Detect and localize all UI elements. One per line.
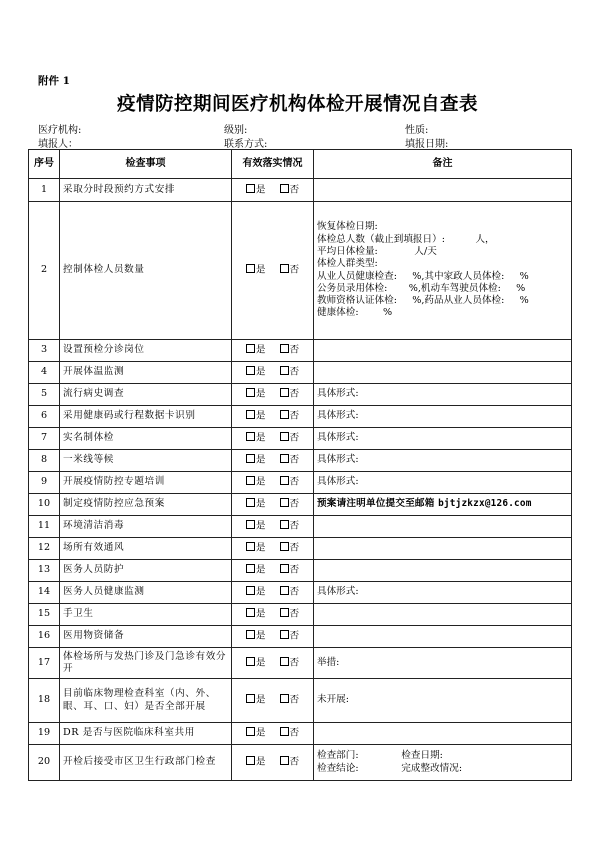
yes-checkbox[interactable]: [246, 564, 255, 573]
contact-label: 联系方式:: [224, 139, 268, 150]
yes-checkbox[interactable]: [246, 586, 255, 595]
status-options: [232, 406, 314, 428]
note-line: 健康体检: %: [317, 307, 393, 319]
check-item: 开展体温监测: [60, 362, 232, 384]
yes-label: 是: [255, 727, 266, 739]
email-instruction: [317, 498, 532, 509]
yes-label: 是: [255, 366, 266, 378]
table-row: [29, 723, 572, 745]
note-cell: [314, 516, 572, 538]
table-row: [29, 179, 572, 202]
no-checkbox[interactable]: [280, 454, 289, 463]
no-checkbox[interactable]: [280, 542, 289, 551]
header-status: 有效落实情况: [232, 150, 314, 179]
note-line: 具体形式:: [317, 586, 359, 598]
table-row: [29, 604, 572, 626]
yes-label: 是: [255, 476, 266, 488]
no-checkbox[interactable]: [280, 476, 289, 485]
note-cell: [314, 362, 572, 384]
status-options: [232, 745, 314, 781]
no-checkbox[interactable]: [280, 184, 289, 193]
no-label: 否: [289, 694, 300, 706]
status-options: [232, 450, 314, 472]
status-options: [232, 494, 314, 516]
note-cell: [314, 179, 572, 202]
no-checkbox[interactable]: [280, 608, 289, 617]
no-label: 否: [289, 520, 300, 532]
row-number: 18: [29, 679, 60, 723]
note-cell: [314, 604, 572, 626]
no-checkbox[interactable]: [280, 657, 289, 666]
yes-label: 是: [255, 542, 266, 554]
yes-label: 是: [255, 756, 266, 768]
check-item: 流行病史调查: [60, 384, 232, 406]
note-line: 体检人群类型:: [317, 258, 378, 270]
table-row: [29, 362, 572, 384]
no-checkbox[interactable]: [280, 756, 289, 765]
no-label: 否: [289, 564, 300, 576]
note-cell: [314, 679, 572, 723]
yes-label: 是: [255, 630, 266, 642]
no-label: 否: [289, 410, 300, 422]
yes-label: 是: [255, 432, 266, 444]
yes-checkbox[interactable]: [246, 264, 255, 273]
yes-checkbox[interactable]: [246, 694, 255, 703]
no-checkbox[interactable]: [280, 586, 289, 595]
no-checkbox[interactable]: [280, 344, 289, 353]
table-header-row: [29, 150, 572, 179]
no-label: 否: [289, 432, 300, 444]
nature-label: 性质:: [405, 125, 429, 136]
note-line: 教师资格认证体检: %,药品从业人员体检: %: [317, 295, 529, 307]
table-row: [29, 582, 572, 604]
note-cell: [314, 648, 572, 679]
status-options: [232, 362, 314, 384]
yes-checkbox[interactable]: [246, 410, 255, 419]
table-row: [29, 450, 572, 472]
no-label: 否: [289, 756, 300, 768]
note-cell: [314, 494, 572, 516]
note-cell: [314, 202, 572, 340]
no-checkbox[interactable]: [280, 564, 289, 573]
no-checkbox[interactable]: [280, 410, 289, 419]
table-row: [29, 745, 572, 781]
check-item: 采用健康码或行程数据卡识别: [60, 406, 232, 428]
check-item: 体检场所与发热门诊及门急诊有效分开: [60, 648, 232, 679]
note-cell: [314, 472, 572, 494]
table-row: [29, 472, 572, 494]
note-cell: [314, 406, 572, 428]
note-cell: [314, 745, 572, 781]
check-item: DR 是否与医院临床科室共用: [60, 723, 232, 745]
email-address: bjtjzkzx@126.com: [438, 498, 532, 510]
status-options: [232, 179, 314, 202]
yes-checkbox[interactable]: [246, 184, 255, 193]
status-options: [232, 472, 314, 494]
yes-label: 是: [255, 264, 266, 276]
yes-checkbox[interactable]: [246, 498, 255, 507]
row-number: 7: [29, 428, 60, 450]
yes-checkbox[interactable]: [246, 520, 255, 529]
status-options: [232, 202, 314, 340]
note-cell: [314, 723, 572, 745]
yes-label: 是: [255, 184, 266, 196]
no-label: 否: [289, 264, 300, 276]
status-options: [232, 626, 314, 648]
yes-checkbox[interactable]: [246, 388, 255, 397]
row-number: 13: [29, 560, 60, 582]
check-item: 制定疫情防控应急预案: [60, 494, 232, 516]
row-number: 17: [29, 648, 60, 679]
note-line: 检查部门: 检查日期:: [317, 750, 443, 762]
row-number: 8: [29, 450, 60, 472]
institution-label: 医疗机构:: [38, 125, 82, 136]
check-item: 场所有效通风: [60, 538, 232, 560]
row-number: 4: [29, 362, 60, 384]
table-row: [29, 538, 572, 560]
note-cell: [314, 450, 572, 472]
yes-label: 是: [255, 410, 266, 422]
status-options: [232, 538, 314, 560]
page-title: 疫情防控期间医疗机构体检开展情况自查表: [116, 94, 478, 115]
yes-checkbox[interactable]: [246, 366, 255, 375]
header-note: 备注: [314, 150, 572, 179]
table-row: [29, 560, 572, 582]
yes-checkbox[interactable]: [246, 727, 255, 736]
yes-checkbox[interactable]: [246, 608, 255, 617]
table-body: [29, 179, 572, 781]
no-label: 否: [289, 542, 300, 554]
no-label: 否: [289, 366, 300, 378]
note-cell: [314, 384, 572, 406]
yes-label: 是: [255, 344, 266, 356]
row-number: 15: [29, 604, 60, 626]
no-checkbox[interactable]: [280, 264, 289, 273]
status-options: [232, 428, 314, 450]
note-line: 体检总人数（截止到填报日）: 人，: [317, 233, 495, 245]
no-label: 否: [289, 727, 300, 739]
yes-label: 是: [255, 498, 266, 510]
no-checkbox[interactable]: [280, 630, 289, 639]
yes-checkbox[interactable]: [246, 756, 255, 765]
table-row: [29, 202, 572, 340]
row-number: 5: [29, 384, 60, 406]
note-line: 公务员录用体检: %,机动车驾驶员体检: %: [317, 282, 526, 294]
yes-checkbox[interactable]: [246, 657, 255, 666]
yes-label: 是: [255, 586, 266, 598]
row-number: 6: [29, 406, 60, 428]
yes-checkbox[interactable]: [246, 344, 255, 353]
no-label: 否: [289, 586, 300, 598]
note-line: 检查结论: 完成整改情况:: [317, 762, 463, 774]
filler-label: 填报人：: [38, 139, 78, 150]
note-line: 具体形式:: [317, 454, 359, 466]
row-number: 14: [29, 582, 60, 604]
check-item: 开展疫情防控专题培训: [60, 472, 232, 494]
note-line: 举措:: [317, 656, 340, 668]
row-number: 20: [29, 745, 60, 781]
note-cell: [314, 428, 572, 450]
table-row: [29, 516, 572, 538]
note-line: 具体形式:: [317, 388, 359, 400]
row-number: 11: [29, 516, 60, 538]
table-row: [29, 679, 572, 723]
no-label: 否: [289, 630, 300, 642]
row-number: 10: [29, 494, 60, 516]
check-item: 医用物资储备: [60, 626, 232, 648]
no-checkbox[interactable]: [280, 694, 289, 703]
table-row: [29, 648, 572, 679]
table-row: [29, 494, 572, 516]
status-options: [232, 582, 314, 604]
no-checkbox[interactable]: [280, 727, 289, 736]
note-line: 具体形式:: [317, 410, 359, 422]
note-cell: [314, 340, 572, 362]
yes-checkbox[interactable]: [246, 476, 255, 485]
status-options: [232, 648, 314, 679]
no-checkbox[interactable]: [280, 498, 289, 507]
yes-checkbox[interactable]: [246, 542, 255, 551]
row-number: 2: [29, 202, 60, 340]
yes-checkbox[interactable]: [246, 454, 255, 463]
status-options: [232, 604, 314, 626]
row-number: 19: [29, 723, 60, 745]
check-item: 目前临床物理检查科室（内、外、眼、耳、口、妇）是否全部开展: [60, 679, 232, 723]
row-number: 9: [29, 472, 60, 494]
header-serial: 序号: [29, 150, 60, 179]
row-number: 16: [29, 626, 60, 648]
check-item: 开检后接受市区卫生行政部门检查: [60, 745, 232, 781]
table-row: [29, 384, 572, 406]
yes-label: 是: [255, 564, 266, 576]
no-checkbox[interactable]: [280, 366, 289, 375]
status-options: [232, 560, 314, 582]
no-checkbox[interactable]: [280, 520, 289, 529]
row-number: 1: [29, 179, 60, 202]
note-line: 恢复体检日期:: [317, 221, 378, 233]
note-line: 具体形式:: [317, 432, 359, 444]
yes-label: 是: [255, 388, 266, 400]
note-line: 未开展:: [317, 694, 350, 706]
no-checkbox[interactable]: [280, 432, 289, 441]
no-label: 否: [289, 498, 300, 510]
row-number: 3: [29, 340, 60, 362]
date-label: 填报日期:: [405, 139, 449, 150]
self-check-table: [28, 149, 572, 781]
no-label: 否: [289, 184, 300, 196]
note-cell: [314, 582, 572, 604]
table-row: [29, 340, 572, 362]
note-cell: [314, 560, 572, 582]
check-item: 医务人员健康监测: [60, 582, 232, 604]
row-number: 12: [29, 538, 60, 560]
yes-label: 是: [255, 657, 266, 669]
note-cell: [314, 538, 572, 560]
yes-checkbox[interactable]: [246, 432, 255, 441]
check-item: 医务人员防护: [60, 560, 232, 582]
check-item: 设置预检分诊岗位: [60, 340, 232, 362]
status-options: [232, 679, 314, 723]
level-label: 级别:: [224, 125, 248, 136]
no-label: 否: [289, 608, 300, 620]
yes-label: 是: [255, 520, 266, 532]
no-label: 否: [289, 476, 300, 488]
header-item: 检查事项: [60, 150, 232, 179]
status-options: [232, 516, 314, 538]
check-item: 手卫生: [60, 604, 232, 626]
no-label: 否: [289, 344, 300, 356]
status-options: [232, 340, 314, 362]
note-line: 平均日体检量: 人/天: [317, 245, 437, 257]
note-line: 具体形式:: [317, 476, 359, 488]
no-label: 否: [289, 388, 300, 400]
status-options: [232, 384, 314, 406]
table-row: [29, 428, 572, 450]
check-item: 环境清洁消毒: [60, 516, 232, 538]
check-item: 采取分时段预约方式安排: [60, 179, 232, 202]
note-line: 从业人员健康检查: %,其中家政人员体检: %: [317, 270, 529, 282]
check-item: 控制体检人员数量: [60, 202, 232, 340]
attachment-label: 附件 1: [38, 75, 70, 87]
email-instruction-text: 预案请注明单位提交至邮箱: [317, 498, 435, 510]
yes-label: 是: [255, 608, 266, 620]
table-row: [29, 626, 572, 648]
status-options: [232, 723, 314, 745]
yes-checkbox[interactable]: [246, 630, 255, 639]
table-row: [29, 406, 572, 428]
no-label: 否: [289, 454, 300, 466]
no-label: 否: [289, 657, 300, 669]
yes-label: 是: [255, 694, 266, 706]
check-item: 实名制体检: [60, 428, 232, 450]
note-cell: [314, 626, 572, 648]
check-item: 一米线等候: [60, 450, 232, 472]
yes-label: 是: [255, 454, 266, 466]
no-checkbox[interactable]: [280, 388, 289, 397]
